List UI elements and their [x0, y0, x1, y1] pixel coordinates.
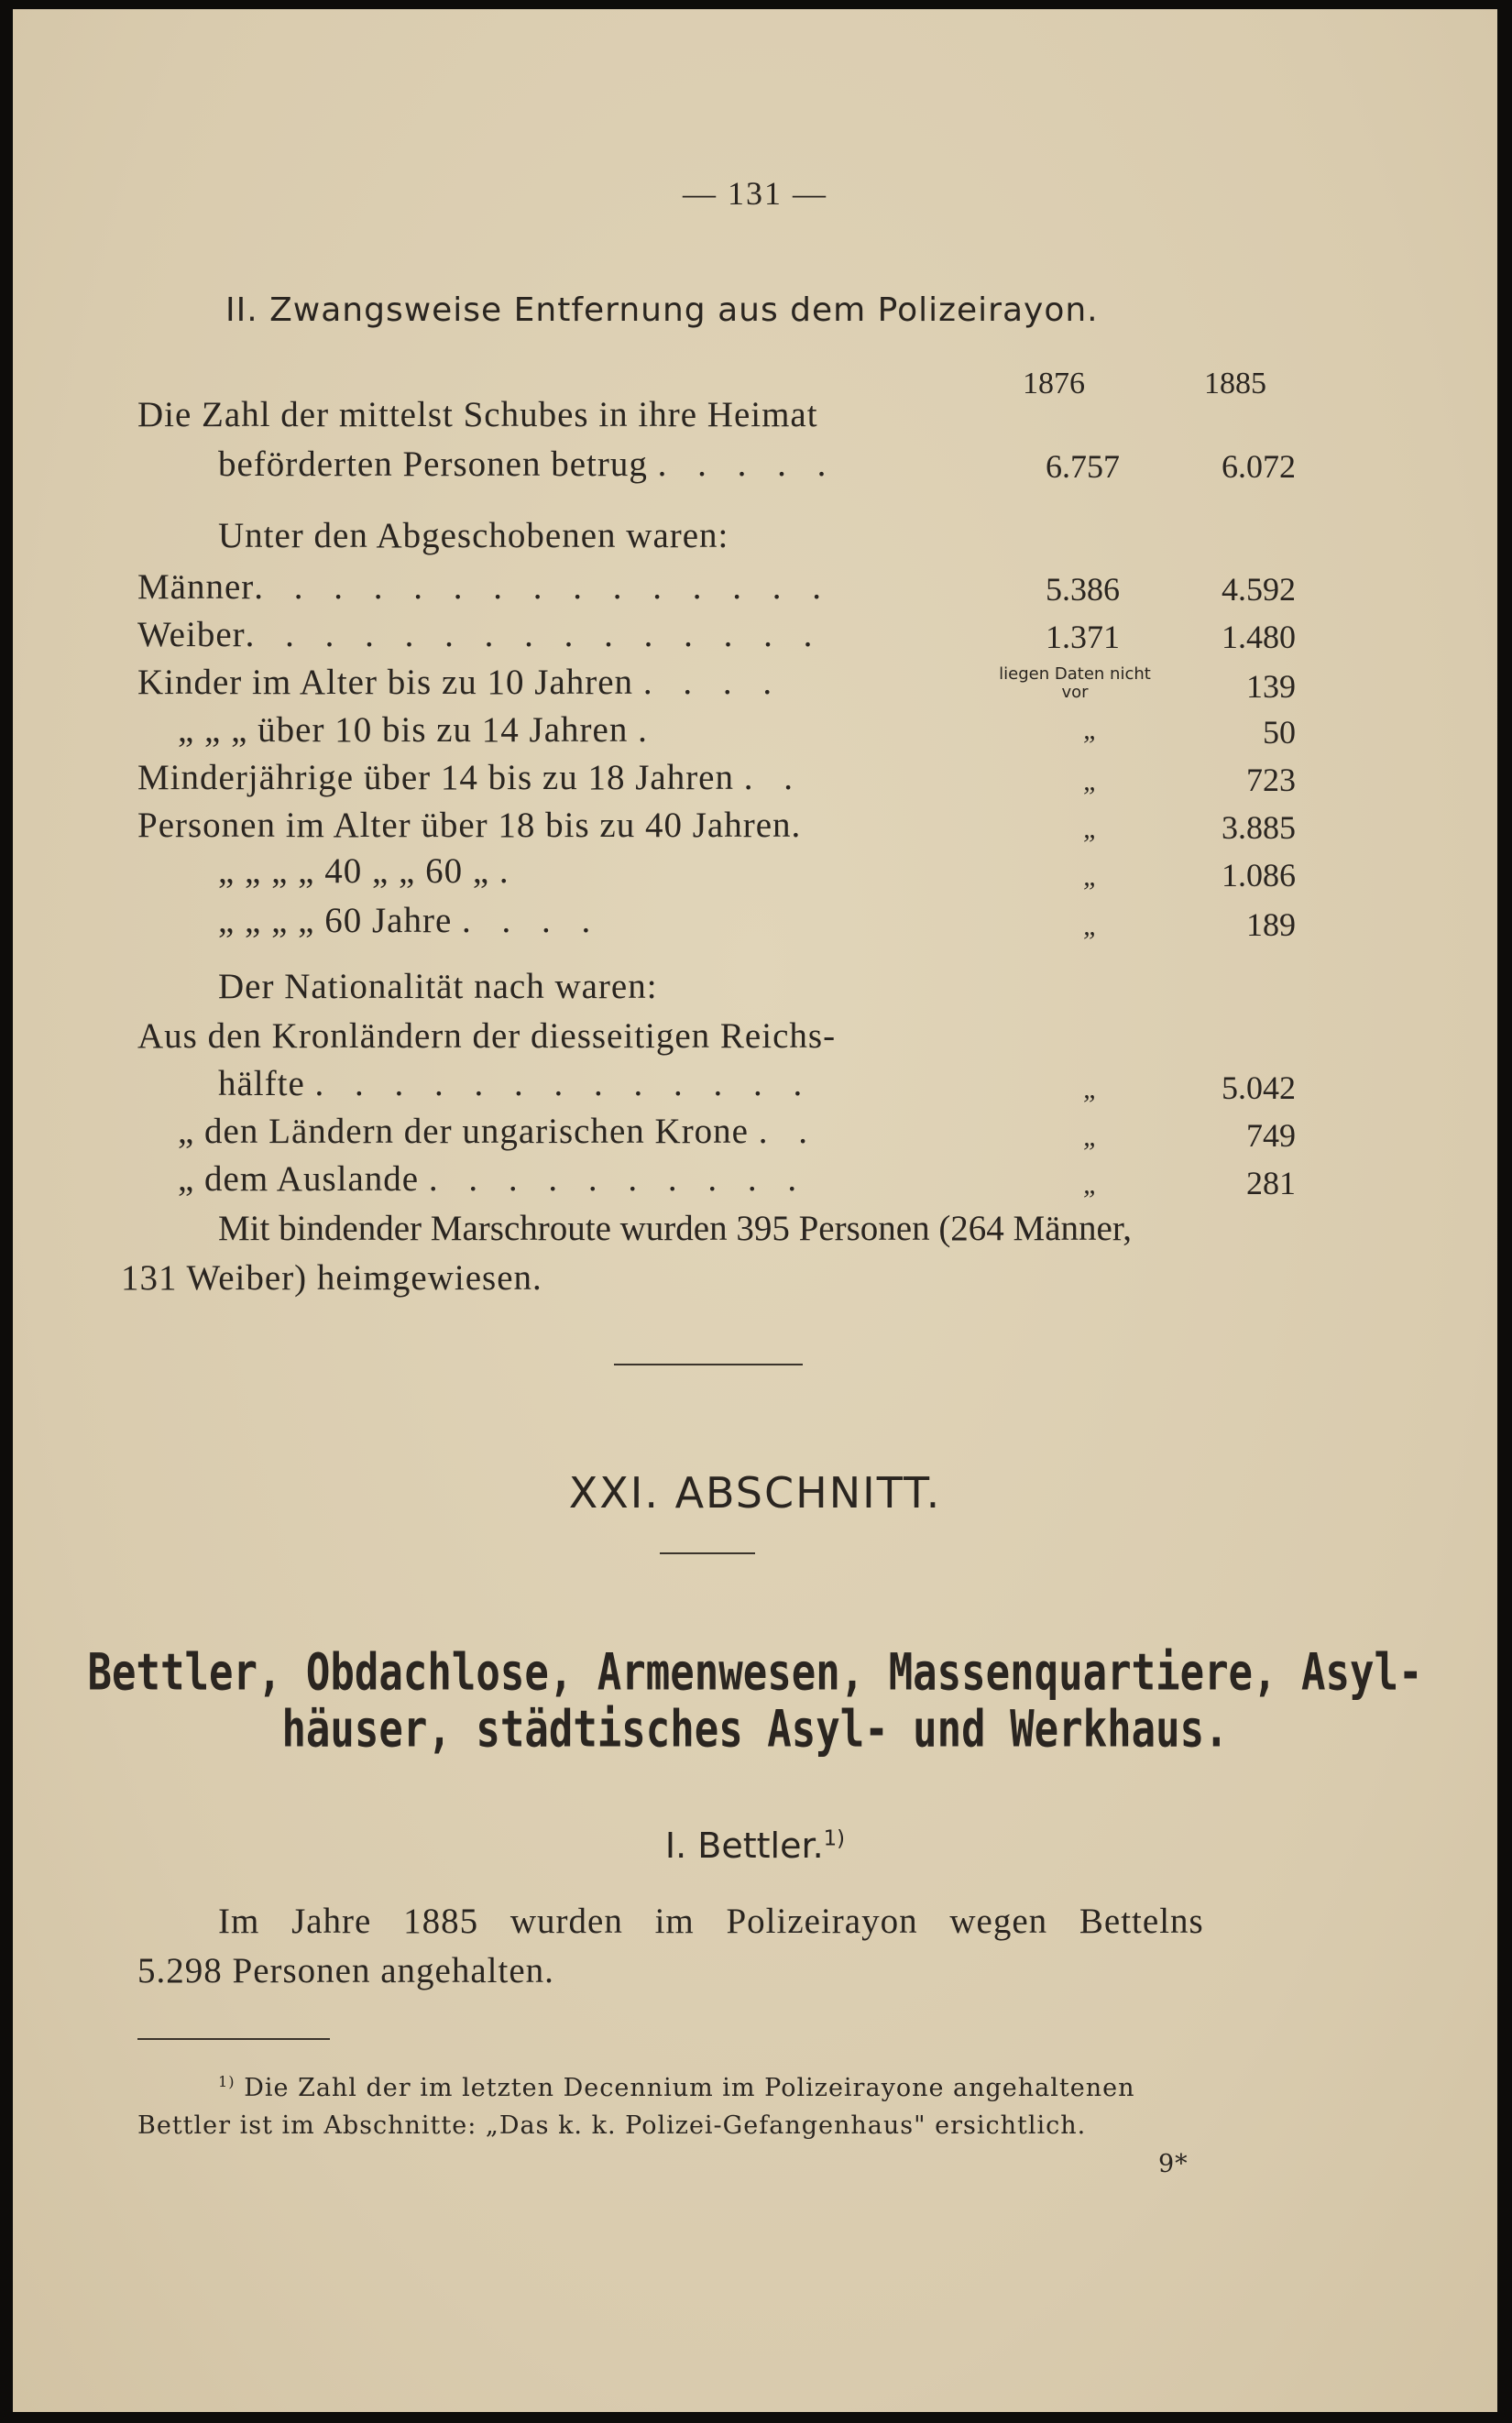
total-1876: 6.757 [1046, 448, 1120, 485]
marschroute-line-2: 131 Weiber) heimgewiesen. [121, 1258, 542, 1298]
footnote-ref: 1) [823, 1826, 846, 1851]
row-label-kinder: Kinder im Alter bis zu 10 Jahren . . . . [137, 663, 783, 702]
row-label-weiber: Weiber. . . . . . . . . . . . . . . [137, 615, 824, 654]
row-label-40-60: „ „ „ „ 40 „ „ 60 „ . [218, 851, 520, 891]
footnote-marker: 1) [218, 2073, 236, 2090]
row-label-60-plus: „ „ „ „ 60 Jahre . . . . [218, 901, 602, 940]
intro-line-1: Die Zahl der mittelst Schubes in ihre Heimat [137, 395, 818, 434]
document-page [13, 9, 1497, 2412]
subsection-heading: I. Bettler.$^{1)}$ [664, 1825, 846, 1866]
nat-row-haelfte: hälfte . . . . . . . . . . . . . [218, 1064, 814, 1103]
intro-label: beförderten Personen betrug [218, 444, 648, 484]
among-label: Unter den Abgeschobenen waren: [218, 516, 729, 555]
page-number: — 131 — [683, 175, 827, 212]
nationality-line-1: Aus den Kronländern der diesseitigen Reichs- [137, 1016, 837, 1056]
paragraph-line-1: Im Jahre 1885 wurden im Polizeirayon wegen Bettelns [218, 1902, 1204, 1941]
row-value-1885: 723 [1246, 762, 1296, 798]
chapter-heading: XXI. ABSCHNITT. [568, 1468, 942, 1518]
row-label-maenner: Männer. . . . . . . . . . . . . . . [137, 567, 833, 607]
row-value-1885: 5.042 [1222, 1069, 1296, 1106]
section-heading: II. Zwangsweise Entfernung aus dem Polizeirayon. [225, 291, 1099, 329]
row-value-1885: 749 [1246, 1117, 1296, 1154]
footnote-line-2: Bettler ist im Abschnitte: „Das k. k. Polizei-Gefangenhaus" ersichtlich. [137, 2111, 1087, 2140]
ditto-mark: „ [1083, 1169, 1099, 1200]
nationality-label: Der Nationalität nach waren: [218, 967, 658, 1006]
year-header-1876: 1876 [1023, 367, 1085, 400]
divider-rule [614, 1364, 803, 1365]
chapter-title-line-1: Bettler, Obdachlose, Armenwesen, Massenquartiere, Asyl- [87, 1643, 1423, 1703]
nat-row-ungarn: „ den Ländern der ungarischen Krone . . [178, 1112, 818, 1151]
year-header-1885: 1885 [1204, 367, 1266, 400]
ditto-mark: „ [1083, 1074, 1099, 1104]
no-data-note: liegen Daten nicht vor [999, 664, 1151, 702]
ditto-mark: „ [1083, 715, 1099, 745]
row-value-1876: 5.386 [1046, 571, 1120, 608]
footnote-rule [137, 2038, 330, 2040]
footnote-line-1: $^{1)}$ Die Zahl der im letzten Decennium im Polizeirayone angehaltenen [218, 2073, 1135, 2102]
row-value-1885: 189 [1246, 906, 1296, 943]
row-value-1885: 1.086 [1222, 857, 1296, 894]
leader-dots: . . . . . [657, 444, 838, 484]
row-value-1876: 1.371 [1046, 619, 1120, 655]
divider-rule-short [660, 1552, 755, 1554]
row-value-1885: 3.885 [1222, 809, 1296, 846]
ditto-mark: „ [1083, 814, 1099, 844]
ditto-mark: „ [1083, 861, 1099, 892]
row-label-minderjaehrige: Minderjährige über 14 bis zu 18 Jahren . . [137, 758, 804, 797]
row-value-1885: 1.480 [1222, 619, 1296, 655]
row-value-1885: 139 [1246, 668, 1296, 705]
row-value-1885: 281 [1246, 1165, 1296, 1201]
marschroute-line-1: Mit bindender Marschroute wurden 395 Personen (264 Männer, [218, 1209, 1133, 1248]
ditto-mark: „ [1083, 1122, 1099, 1152]
chapter-title-line-2: häuser, städtisches Asyl- und Werkhaus. [281, 1700, 1229, 1760]
row-value-1885: 50 [1263, 714, 1296, 751]
row-label-18-40: Personen im Alter über 18 bis zu 40 Jahren. [137, 806, 802, 845]
row-value-1885: 4.592 [1222, 571, 1296, 608]
intro-line-2 [218, 444, 837, 485]
ditto-mark: „ [1083, 911, 1099, 941]
total-1885: 6.072 [1222, 448, 1296, 485]
ditto-mark: „ [1083, 766, 1099, 796]
nat-row-ausland: „ dem Auslande . . . . . . . . . . [178, 1159, 808, 1199]
paragraph-line-2: 5.298 Personen angehalten. [137, 1951, 554, 1990]
row-label-10-14: „ „ „ über 10 bis zu 14 Jahren . [178, 710, 658, 750]
signature-mark: 9* [1158, 2150, 1189, 2178]
